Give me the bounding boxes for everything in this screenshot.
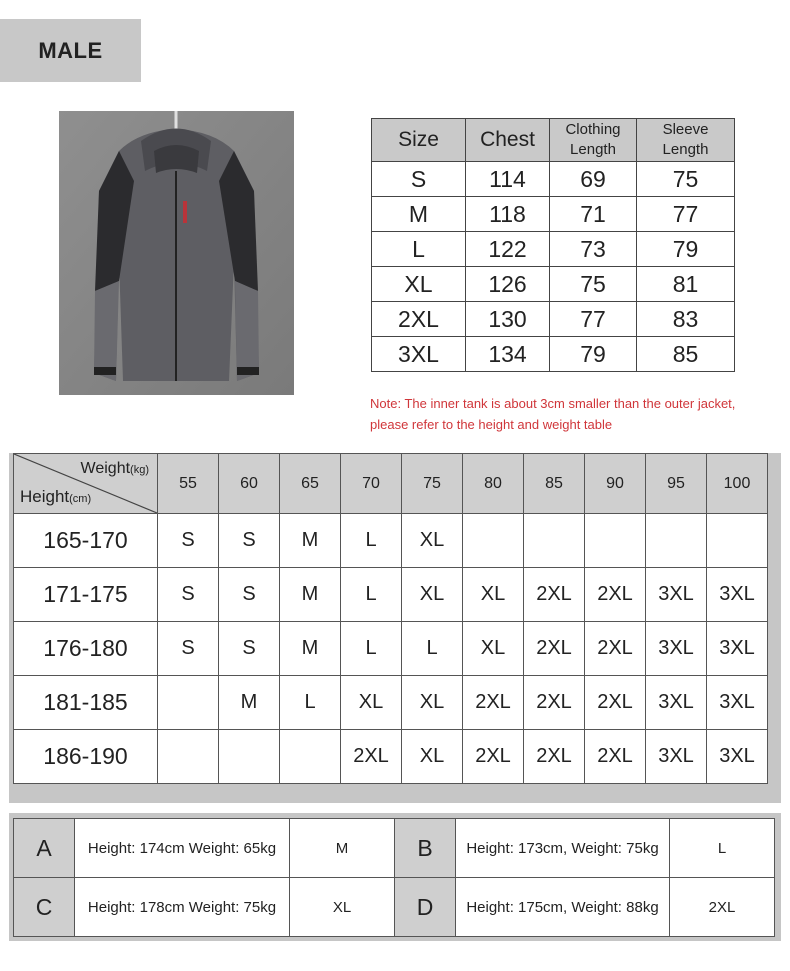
- recommended-size-cell: 2XL: [585, 622, 646, 676]
- height-unit: (cm): [69, 493, 92, 505]
- recommended-size-cell: [585, 514, 646, 568]
- size-chart-cell: 79: [637, 232, 735, 267]
- sizing-note-line: please refer to the height and weight table: [370, 417, 613, 432]
- example-description: Height: 174cm Weight: 65kg: [75, 819, 290, 878]
- example-letter: C: [14, 878, 75, 937]
- recommended-size-cell: 2XL: [463, 676, 524, 730]
- example-row: [14, 819, 775, 878]
- recommended-size-cell: XL: [402, 514, 463, 568]
- height-weight-table: [13, 453, 768, 784]
- size-chart-cell: 81: [637, 267, 735, 302]
- weight-column-header: 80: [463, 454, 524, 514]
- size-chart-header: Chest: [466, 119, 550, 162]
- recommended-size-cell: [158, 676, 219, 730]
- size-chart-cell: 122: [466, 232, 550, 267]
- recommended-size-cell: XL: [402, 676, 463, 730]
- weight-column-header: 95: [646, 454, 707, 514]
- recommended-size-cell: XL: [402, 730, 463, 784]
- gender-tag: MALE: [0, 19, 141, 82]
- recommended-size-cell: [158, 730, 219, 784]
- size-chart-cell: 2XL: [372, 302, 466, 337]
- example-fit-table: [13, 818, 775, 937]
- size-chart-cell: 71: [550, 197, 637, 232]
- size-chart-cell: 75: [637, 162, 735, 197]
- size-chart-cell: 85: [637, 337, 735, 372]
- recommended-size-cell: L: [341, 622, 402, 676]
- height-range-cell: 176-180: [14, 622, 158, 676]
- recommended-size-cell: 3XL: [707, 676, 768, 730]
- size-chart-cell: 73: [550, 232, 637, 267]
- recommended-size-cell: 2XL: [585, 676, 646, 730]
- recommended-size-cell: 2XL: [341, 730, 402, 784]
- size-chart-row: [372, 302, 735, 337]
- weight-column-header: 70: [341, 454, 402, 514]
- recommended-size-cell: 3XL: [646, 568, 707, 622]
- recommended-size-cell: L: [280, 676, 341, 730]
- weight-label: Weight: [80, 460, 131, 477]
- recommended-size-cell: 2XL: [585, 730, 646, 784]
- size-chart-cell: L: [372, 232, 466, 267]
- size-chart-row: [372, 162, 735, 197]
- recommended-size-cell: [707, 514, 768, 568]
- size-chart-header-text: Sleeve Length: [662, 121, 709, 158]
- size-chart-cell: 3XL: [372, 337, 466, 372]
- recommended-size-cell: XL: [341, 676, 402, 730]
- height-row: [14, 622, 768, 676]
- height-range-cell: 186-190: [14, 730, 158, 784]
- size-chart-cell: 75: [550, 267, 637, 302]
- weight-column-header: 90: [585, 454, 646, 514]
- weight-axis-label: [81, 460, 149, 478]
- height-axis-label: [20, 487, 91, 507]
- recommended-size-cell: S: [219, 514, 280, 568]
- example-description: Height: 178cm Weight: 75kg: [75, 878, 290, 937]
- recommended-size-cell: [219, 730, 280, 784]
- size-chart-row: [372, 267, 735, 302]
- recommended-size-cell: 2XL: [463, 730, 524, 784]
- example-size: M: [290, 819, 395, 878]
- size-chart-cell: 77: [637, 197, 735, 232]
- weight-column-header: 55: [158, 454, 219, 514]
- size-chart-cell: 118: [466, 197, 550, 232]
- weight-column-header: 65: [280, 454, 341, 514]
- example-letter: A: [14, 819, 75, 878]
- size-chart-header-text: Clothing Length: [565, 121, 621, 158]
- size-chart-header: Size: [372, 119, 466, 162]
- weight-column-header: 100: [707, 454, 768, 514]
- height-weight-corner: [14, 454, 158, 514]
- recommended-size-cell: 3XL: [707, 730, 768, 784]
- size-chart-row: [372, 232, 735, 267]
- size-chart-cell: 79: [550, 337, 637, 372]
- size-chart-row: [372, 197, 735, 232]
- recommended-size-cell: 2XL: [524, 568, 585, 622]
- height-range-cell: 181-185: [14, 676, 158, 730]
- recommended-size-cell: XL: [463, 622, 524, 676]
- recommended-size-cell: [280, 730, 341, 784]
- weight-column-header: 60: [219, 454, 280, 514]
- size-chart-cell: 126: [466, 267, 550, 302]
- example-row: [14, 878, 775, 937]
- recommended-size-cell: XL: [463, 568, 524, 622]
- recommended-size-cell: 2XL: [524, 730, 585, 784]
- height-range-cell: 165-170: [14, 514, 158, 568]
- size-chart-cell: S: [372, 162, 466, 197]
- size-chart-header: [550, 119, 637, 162]
- recommended-size-cell: L: [402, 622, 463, 676]
- example-description: Height: 173cm, Weight: 75kg: [456, 819, 670, 878]
- recommended-size-cell: S: [219, 568, 280, 622]
- example-letter: B: [395, 819, 456, 878]
- recommended-size-cell: [524, 514, 585, 568]
- jacket-illustration: [59, 111, 294, 395]
- size-chart-cell: 77: [550, 302, 637, 337]
- height-row: [14, 730, 768, 784]
- size-chart-header: [637, 119, 735, 162]
- size-chart-cell: 83: [637, 302, 735, 337]
- recommended-size-cell: S: [158, 568, 219, 622]
- recommended-size-cell: 3XL: [707, 568, 768, 622]
- height-row: [14, 568, 768, 622]
- example-size: L: [670, 819, 775, 878]
- recommended-size-cell: M: [280, 514, 341, 568]
- recommended-size-cell: 2XL: [585, 568, 646, 622]
- weight-column-header: 75: [402, 454, 463, 514]
- height-label: Height: [20, 487, 70, 506]
- recommended-size-cell: S: [219, 622, 280, 676]
- weight-unit: (kg): [130, 464, 149, 476]
- jacket-product-photo: [59, 111, 294, 395]
- size-chart-row: [372, 337, 735, 372]
- height-weight-header-row: [14, 454, 768, 514]
- size-chart-header-row: [372, 119, 735, 162]
- example-size: 2XL: [670, 878, 775, 937]
- recommended-size-cell: M: [280, 568, 341, 622]
- recommended-size-cell: 2XL: [524, 622, 585, 676]
- recommended-size-cell: M: [219, 676, 280, 730]
- recommended-size-cell: L: [341, 514, 402, 568]
- recommended-size-cell: 3XL: [707, 622, 768, 676]
- recommended-size-cell: [463, 514, 524, 568]
- sizing-note-line: Note: The inner tank is about 3cm smaller than the outer jacket,: [370, 396, 736, 411]
- example-description: Height: 175cm, Weight: 88kg: [456, 878, 670, 937]
- recommended-size-cell: 3XL: [646, 622, 707, 676]
- recommended-size-cell: M: [280, 622, 341, 676]
- height-row: [14, 676, 768, 730]
- weight-column-header: 85: [524, 454, 585, 514]
- recommended-size-cell: [646, 514, 707, 568]
- recommended-size-cell: 3XL: [646, 730, 707, 784]
- recommended-size-cell: S: [158, 514, 219, 568]
- recommended-size-cell: XL: [402, 568, 463, 622]
- size-chart-table: [371, 118, 735, 372]
- height-range-cell: 171-175: [14, 568, 158, 622]
- sizing-note: [370, 393, 780, 435]
- size-chart-cell: 134: [466, 337, 550, 372]
- size-chart-cell: 130: [466, 302, 550, 337]
- example-letter: D: [395, 878, 456, 937]
- height-row: [14, 514, 768, 568]
- size-chart-cell: 69: [550, 162, 637, 197]
- size-chart-cell: 114: [466, 162, 550, 197]
- recommended-size-cell: L: [341, 568, 402, 622]
- size-chart-cell: M: [372, 197, 466, 232]
- recommended-size-cell: 2XL: [524, 676, 585, 730]
- example-size: XL: [290, 878, 395, 937]
- size-chart-cell: XL: [372, 267, 466, 302]
- recommended-size-cell: 3XL: [646, 676, 707, 730]
- recommended-size-cell: S: [158, 622, 219, 676]
